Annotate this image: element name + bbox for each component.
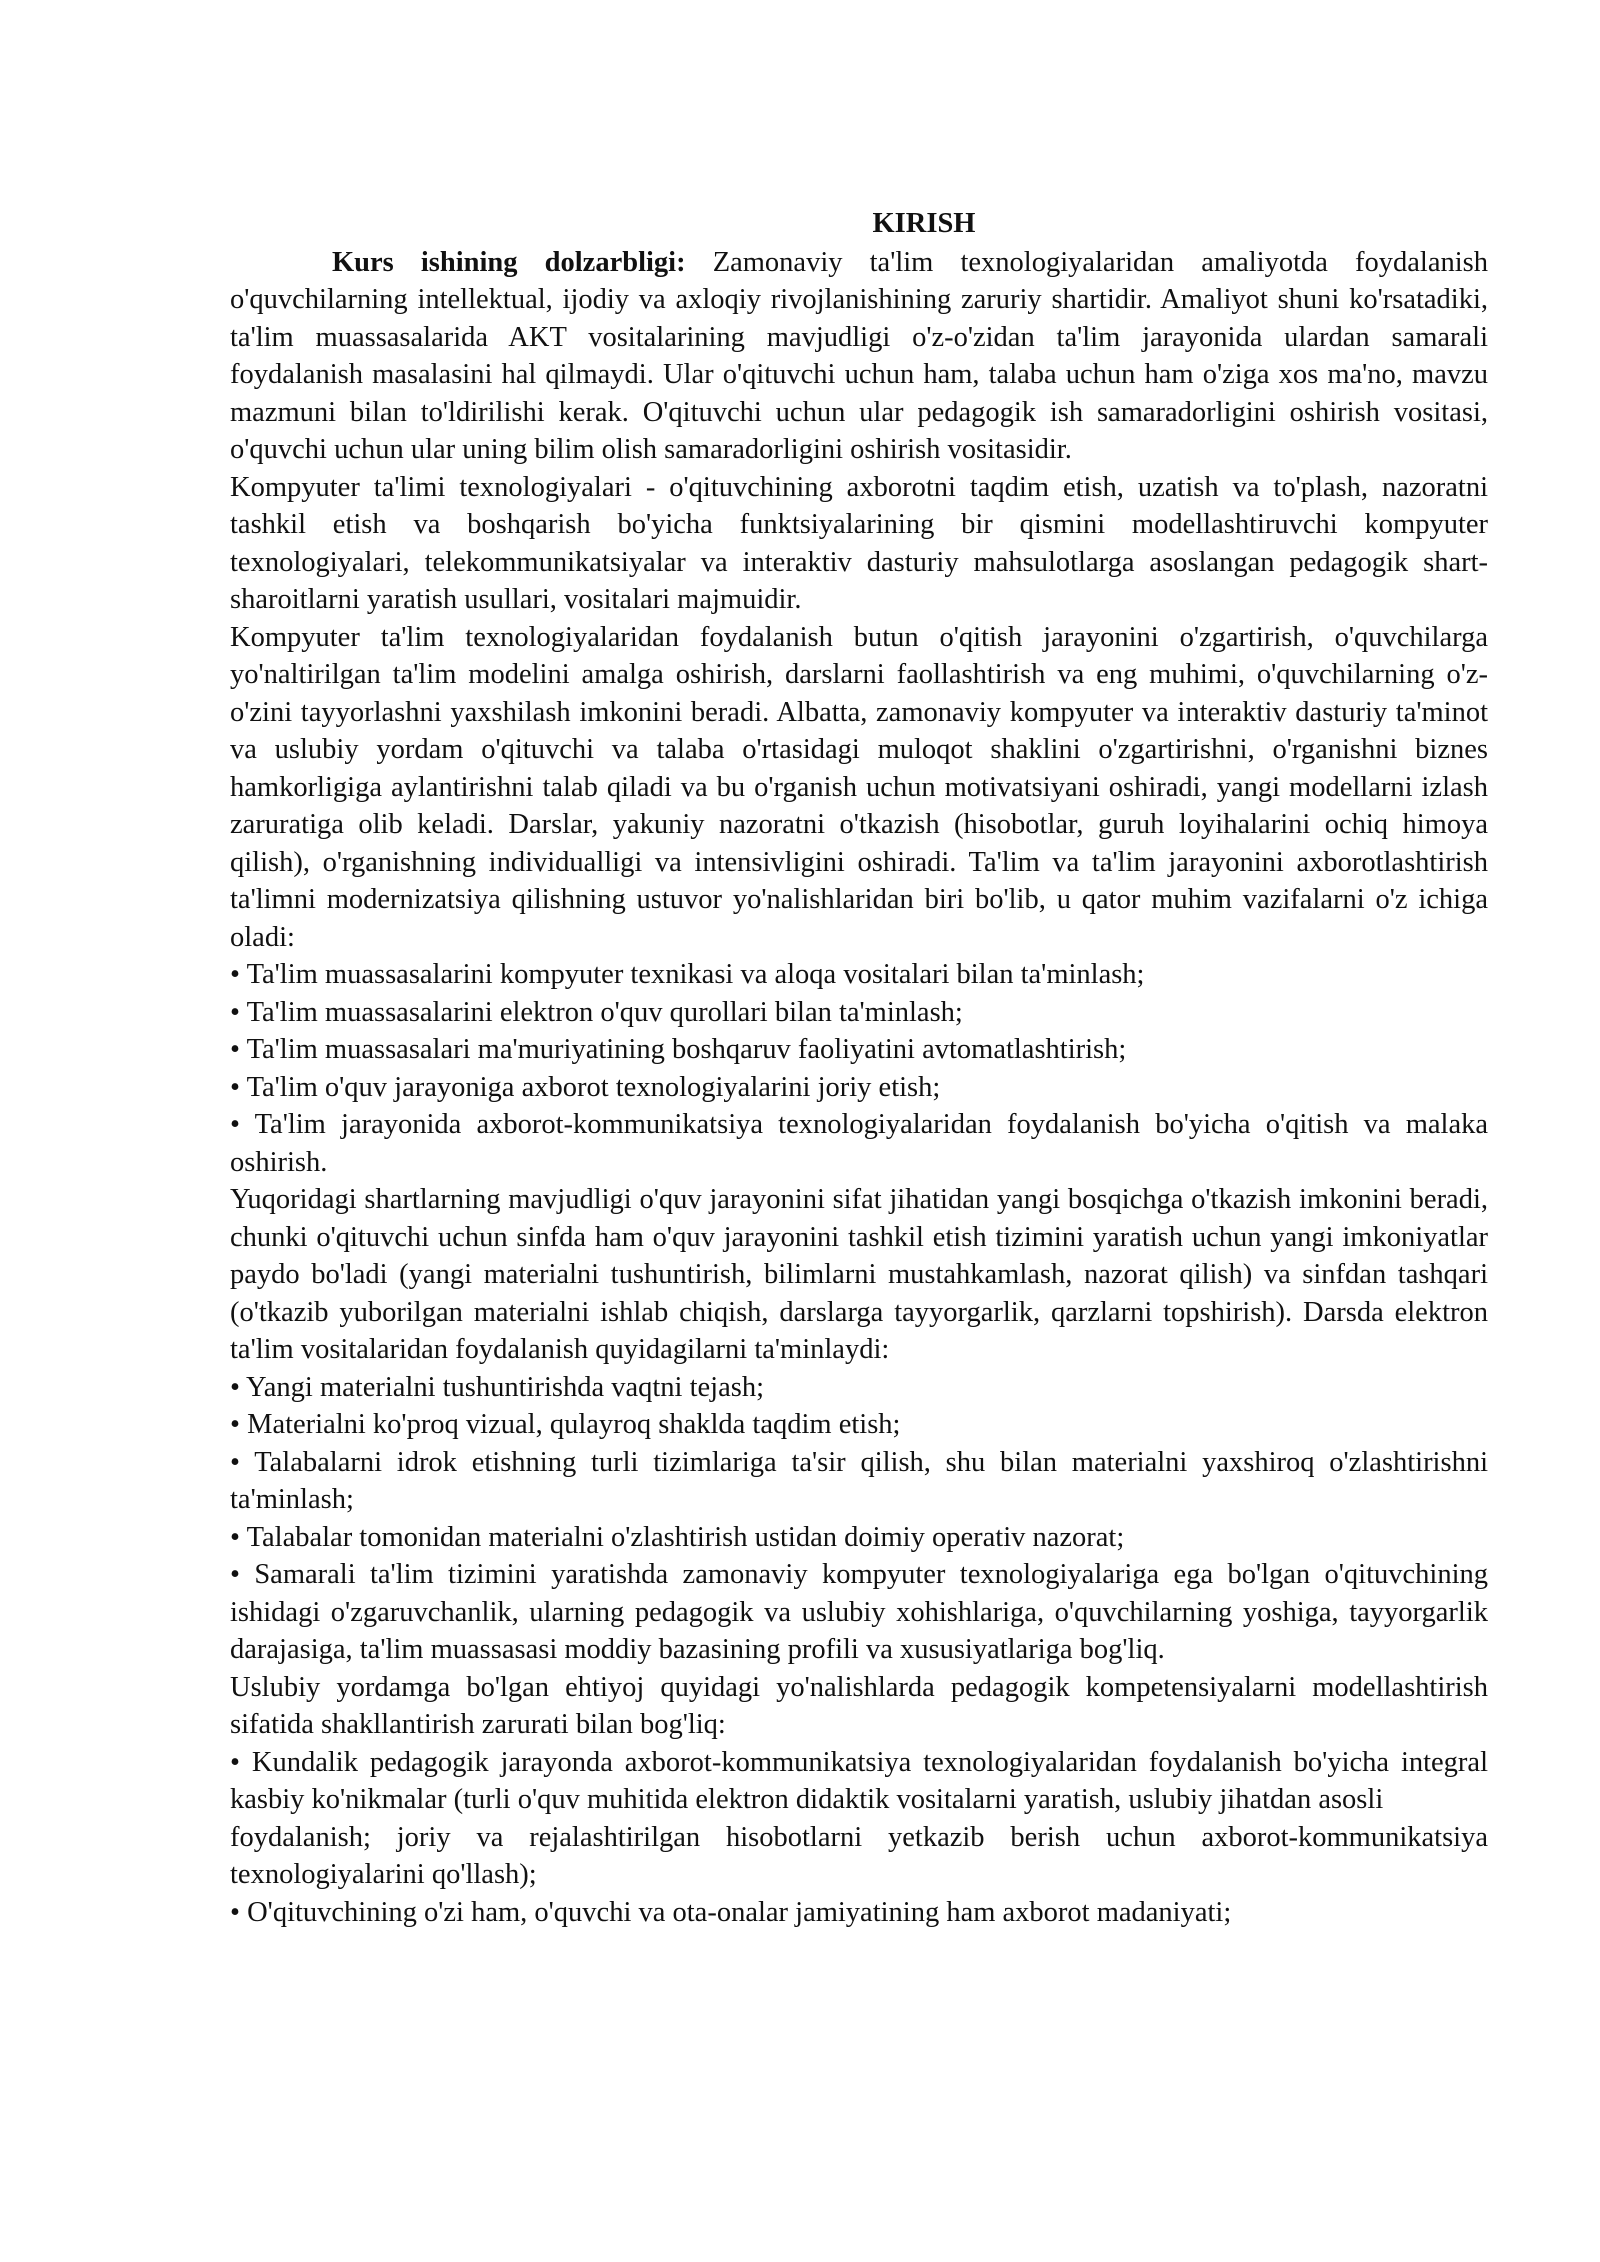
bullet-item: • Ta'lim muassasalarini kompyuter texnikasi va aloqa vositalari bilan ta'minlash; <box>230 959 1145 990</box>
document-page <box>230 205 1488 1931</box>
paragraph: Yuqoridagi shartlarning mavjudligi o'quv jarayonini sifat jihatidan yangi bosqichga o'tkazish imkonini beradi, chunki o'qituvchi uchun sinfda ham o'quv jarayonini tashkil etish tizimini yaratish uchun yangi imkoniyatlar paydo bo'ladi (yangi materialni tushuntirish, bilimlarni mustahkamlash, nazorat qilish) va sinfdan tashqari (o'tkazib yuborilgan materialni ishlab chiqish, darslarga tayyorgarlik, qarzlarni topshirish). Darsda elektron ta'lim vositalaridan foydalanish quyidagilarni ta'minlaydi: <box>230 1184 1488 1365</box>
paragraph: Uslubiy yordamga bo'lgan ehtiyoj quyidagi yo'nalishlarda pedagogik kompetensiyalarni modellashtirish sifatida shakllantirish zarurati bilan bog'liq: <box>230 1671 1488 1740</box>
bullet-item: • Ta'lim muassasalarini elektron o'quv qurollari bilan ta'minlash; <box>230 996 963 1028</box>
bullet-item: • Samarali ta'lim tizimini yaratishda zamonaviy kompyuter texnologiyalariga ega bo'lgan o'qituvchining ishidagi o'zgaruvchanlik, ularning pedagogik va uslubiy xohishlariga, o'quvchilarning yoshiga, tayyorgarlik darajasiga, ta'lim muassasasi moddiy bazasining profili va xususiyatlariga bog'liq. <box>230 1559 1488 1665</box>
bullet-item: • Ta'lim o'quv jarayoniga axborot texnologiyalarini joriy etish; <box>230 1071 941 1103</box>
bullet-item: • Kundalik pedagogik jarayonda axborot-kommunikatsiya texnologiyalaridan foydalanish bo'yicha integral kasbiy ko'nikmalar (turli o'quv muhitida elektron didaktik vositalarni yaratish, uslubiy jihatdan asosli <box>230 1746 1488 1815</box>
paragraph: foydalanish; joriy va rejalashtirilgan hisobotlarni yetkazib berish uchun axborot-kommunikatsiya texnologiyalarini qo'llash); <box>230 1821 1488 1890</box>
bullet-item: • Talabalarni idrok etishning turli tizimlariga ta'sir qilish, shu bilan materialni yaxshiroq o'zlashtirishni ta'minlash; <box>230 1446 1488 1515</box>
document-title: KIRISH <box>872 208 976 239</box>
bullet-item: • O'qituvchining o'zi ham, o'quvchi va ota-onalar jamiyatining ham axborot madaniyati; <box>230 1896 1232 1928</box>
bullet-item: • Materialni ko'proq vizual, qulayroq shaklda taqdim etish; <box>230 1409 901 1440</box>
bullet-item: • Ta'lim jarayonida axborot-kommunikatsiya texnologiyalaridan foydalanish bo'yicha o'qitish va malaka oshirish. <box>230 1109 1488 1178</box>
paragraph: Kompyuter ta'lim texnologiyalaridan foydalanish butun o'qitish jarayonini o'zgartirish, o'quvchilarga yo'naltirilgan ta'lim modelini amalga oshirish, darslarni faollashtirish va eng muhimi, o'quvchilarning o'z-o'zini tayyorlashni yaxshilash imkonini beradi. Albatta, zamonaviy kompyuter va interaktiv dasturiy ta'minot va uslubiy yordam o'qituvchi va talaba o'rtasidagi muloqot shaklini o'zgartirishni, o'rganishni biznes hamkorligiga aylantirishni talab qiladi va bu o'rganish uchun motivatsiyani oshiradi, yangi modellarni izlash zaruratiga olib keladi. Darslar, yakuniy nazoratni o'tkazish (hisobotlar, guruh loyihalarini ochiq himoya qilish), o'rganishning individualligi va intensivligini oshiradi. Ta'lim va ta'lim jarayonini axborotlashtirish ta'limni modernizatsiya qilishning ustuvor yo'nalishlaridan biri bo'lib, u qator muhim vazifalarni o'z ichiga oladi: <box>230 621 1488 953</box>
lead-text: Zamonaviy ta'lim texnologiyalaridan amaliyotda foydalanish o'quvchilarning intellektual, ijodiy va axloqiy rivojlanishining zaruriy shartidir. Amaliyot shuni ko'rsatadiki, ta'lim muassasalarida AKT vositalarining mavjudligi o'z-o'zidan ta'lim jarayonida ulardan samarali foydalanish masalasini hal qilmaydi. Ular o'qituvchi uchun ham, talaba uchun ham o'ziga xos ma'no, mavzu mazmuni bilan to'ldirilishi kerak. O'qituvchi uchun ular pedagogik ish samaradorligini oshirish vositasi, o'quvchi uchun ular uning bilim olish samaradorligini oshirish vositasidir. <box>230 246 1488 465</box>
lead-label: Kurs ishining dolzarbligi: <box>332 246 686 278</box>
bullet-item: • Ta'lim muassasalari ma'muriyatining boshqaruv faoliyatini avtomatlashtirish; <box>230 1034 1127 1065</box>
intro-paragraph <box>230 244 1488 469</box>
paragraph: Kompyuter ta'limi texnologiyalari - o'qituvchining axborotni taqdim etish, uzatish va to'plash, nazoratni tashkil etish va boshqarish bo'yicha funktsiyalarining bir qismini modellashtiruvchi kompyuter texnologiyalari, telekommunikatsiyalar va interaktiv dasturiy mahsulotlarga asoslangan pedagogik shart-sharoitlarni yaratish usullari, vositalari majmuidir. <box>230 471 1488 615</box>
bullet-item: • Yangi materialni tushuntirishda vaqtni tejash; <box>230 1371 764 1403</box>
bullet-item: • Talabalar tomonidan materialni o'zlashtirish ustidan doimiy operativ nazorat; <box>230 1521 1125 1553</box>
